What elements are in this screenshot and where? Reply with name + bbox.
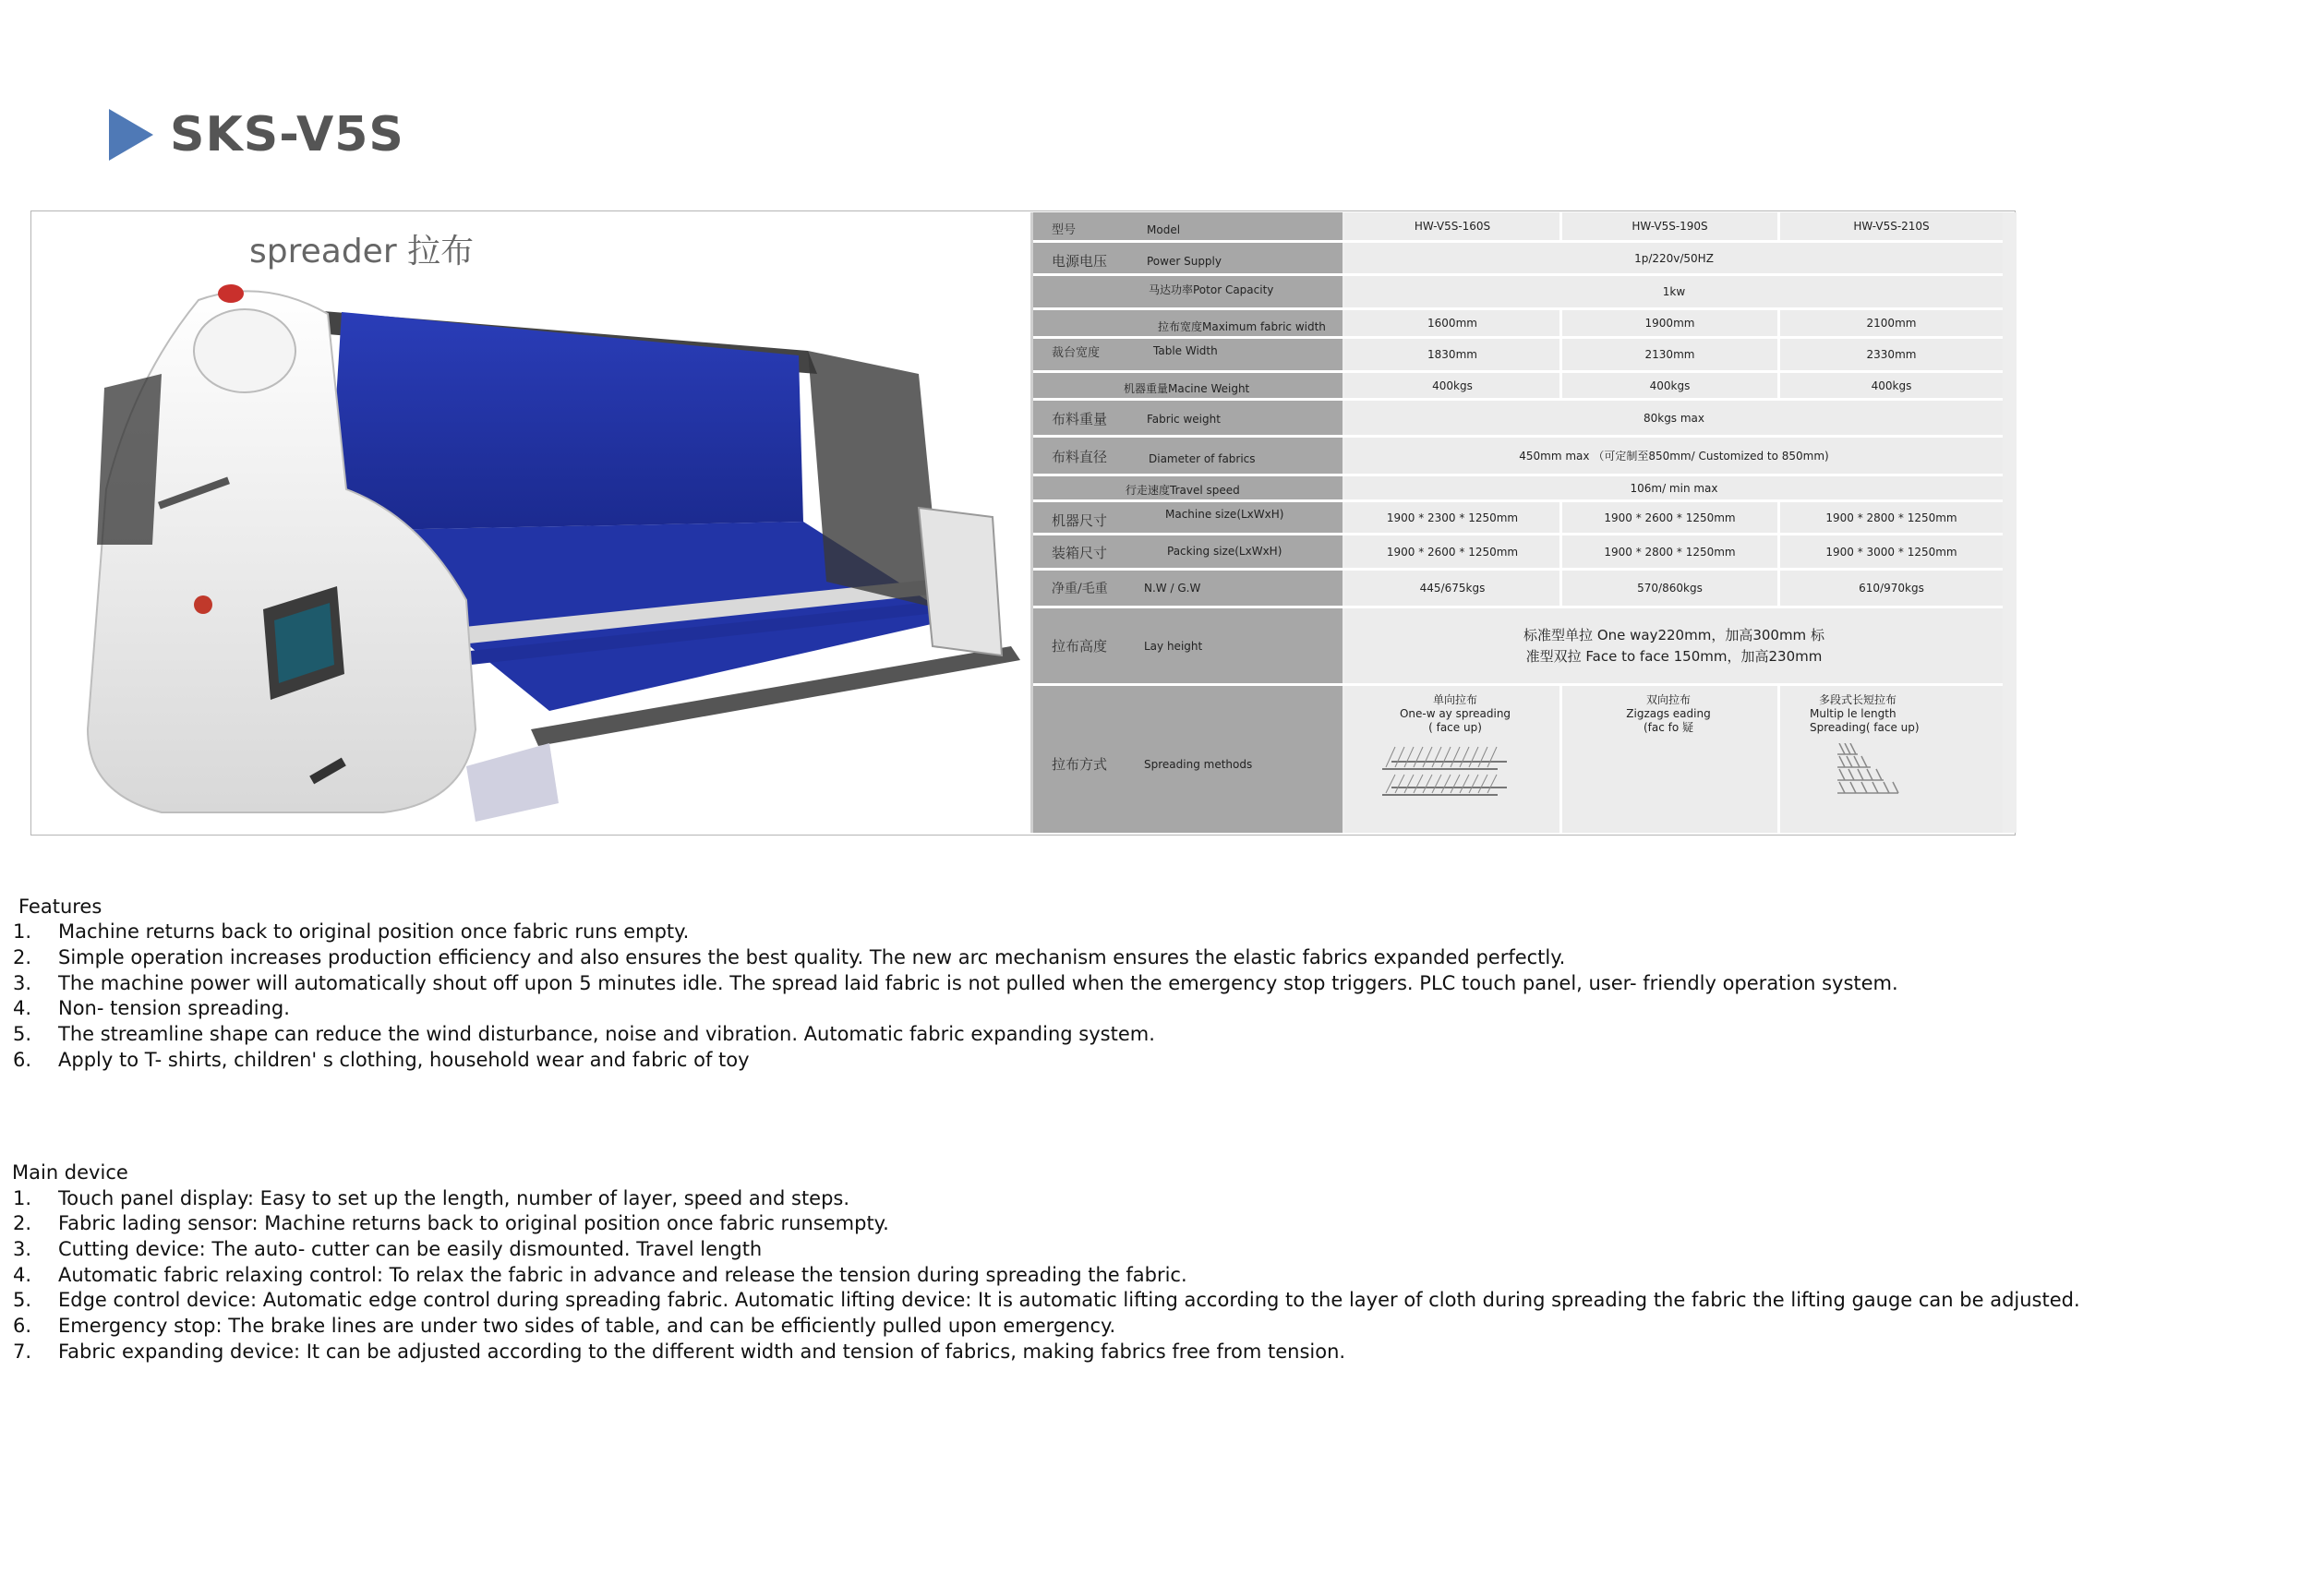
spec-row-packing-size: 装箱尺寸 Packing size(LxWxH) 1900 * 2600 * 1250mm 1900 * 2800 * 1250mm 1900 * 3000 * 1250mm xyxy=(1033,535,2003,571)
spec-row-lay-height: 拉布高度 Lay height 标准型单拉 One way220mm，加高300mm 标 准型双拉 Face to face 150mm，加高230mm xyxy=(1033,608,2003,686)
spec-row-table-width: 裁台宽度 Table Width 1830mm 2130mm 2330mm xyxy=(1033,339,2003,373)
multi-length-layers-icon xyxy=(1837,743,1911,802)
spec-row-fabric-weight: 布料重量 Fabric weight 80kgs max xyxy=(1033,401,2003,438)
spec-row-power: 电源电压 Power Supply 1p/220v/50HZ xyxy=(1033,243,2003,276)
spec-row-machine-size: 机器尺寸 Machine size(LxWxH) 1900 * 2300 * 1250mm 1900 * 2600 * 1250mm 1900 * 2800 * 1250mm xyxy=(1033,502,2003,535)
spec-row-spreading-methods: 拉布方式 Spreading methods 单向拉布 One-w ay spreading ( face up) 双向拉布 Zigzags eading (fac fo 疑 多段式长短拉布 Multip le length Spreading( face up) xyxy=(1033,686,2003,833)
spec-row-diameter: 布料直径 Diameter of fabrics 450mm max （可定制至850mm/ Customized to 850mm) xyxy=(1033,438,2003,476)
method-multiple-length: 多段式长短拉布 Multip le length Spreading( face up) xyxy=(1780,686,2003,833)
method-one-way: 单向拉布 One-w ay spreading ( face up) xyxy=(1345,686,1562,833)
product-frame xyxy=(30,210,2016,836)
features-title: Features xyxy=(18,896,102,918)
spreader-machine-illustration xyxy=(32,212,1030,833)
main-device-title: Main device xyxy=(12,1161,128,1184)
machine-photo xyxy=(32,212,1030,833)
one-way-layers-icon xyxy=(1382,743,1511,797)
method-zigzag: 双向拉布 Zigzags eading (fac fo 疑 xyxy=(1562,686,1780,833)
spec-row-motor: 马达功率Potor Capacity 1kw xyxy=(1033,276,2003,310)
spec-row-speed: 行走速度Travel speed 106m/ min max xyxy=(1033,476,2003,502)
model-cell: HW-V5S-190S xyxy=(1562,212,1780,240)
page-title: SKS-V5S xyxy=(170,107,404,162)
spec-row-weight-nw-gw: 净重/毛重 N.W / G.W 445/675kgs 570/860kgs 610/970kgs xyxy=(1033,571,2003,608)
photo-caption: spreader 拉布 xyxy=(249,233,475,271)
spec-row-model: 型号 Model HW-V5S-160S HW-V5S-190S HW-V5S-210S xyxy=(1033,212,2003,243)
model-cell: HW-V5S-160S xyxy=(1345,212,1562,240)
spec-table xyxy=(1030,212,2017,833)
model-cell: HW-V5S-210S xyxy=(1780,212,2003,240)
play-arrow-icon xyxy=(109,109,153,161)
spec-row-weight: 机器重量Macine Weight 400kgs 400kgs 400kgs xyxy=(1033,373,2003,401)
spec-row-fabric-width: 拉布宽度Maximum fabric width 1600mm 1900mm 2100mm xyxy=(1033,310,2003,339)
